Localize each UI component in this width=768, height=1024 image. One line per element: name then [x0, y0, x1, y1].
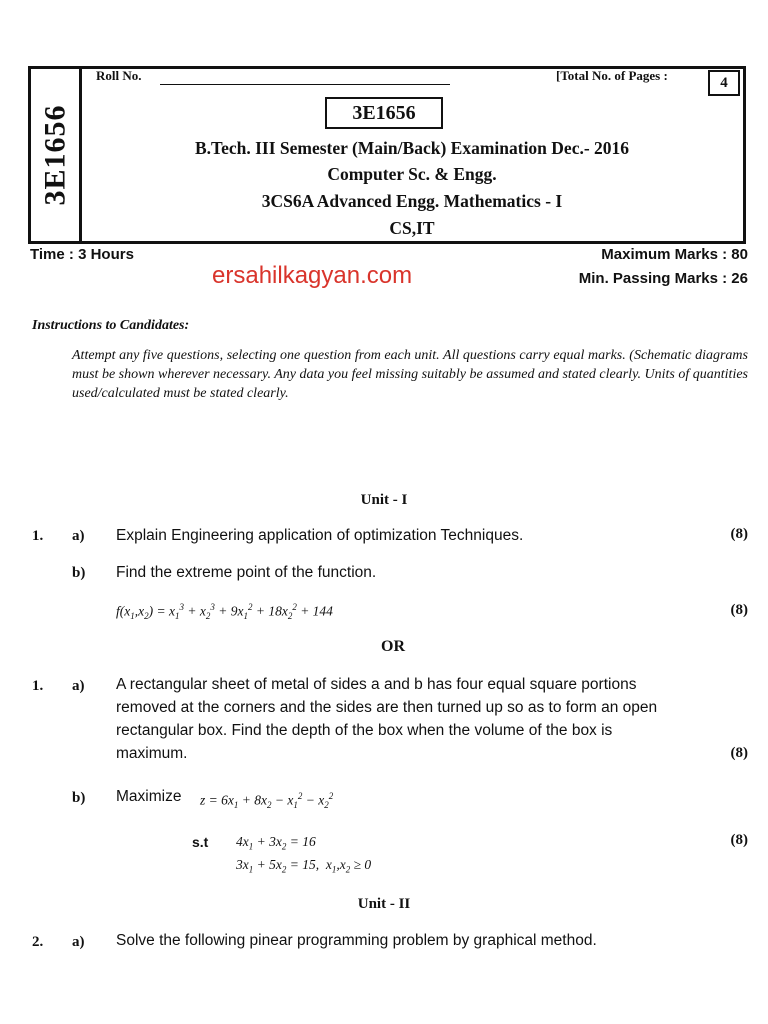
q2-number: 2. [32, 934, 44, 950]
q1-alt-a-line-2: removed at the corners and the sides are then turned up so as to form an open [116, 699, 658, 716]
instructions-heading: Instructions to Candidates: [32, 318, 190, 333]
q1b-label: b) [72, 565, 86, 581]
q1-number: 1. [32, 528, 44, 544]
q1-alt-number: 1. [32, 678, 44, 694]
q1-alt-a-line-4: maximum. [116, 745, 188, 762]
exam-title: B.Tech. III Semester (Main/Back) Examination Dec.- 2016 [194, 138, 630, 158]
q1b-marks: (8) [730, 602, 748, 618]
roll-no-line [160, 84, 450, 85]
q1-alt-a-marks: (8) [730, 745, 748, 761]
roll-no-label: Roll No. [96, 68, 142, 83]
unit-2-title: Unit - II [357, 896, 411, 912]
vertical-paper-code: 3E1656 [38, 104, 72, 206]
watermark-text: ersahilkagyan.com [212, 262, 413, 289]
q1a-text: Explain Engineering application of optimization Techniques. [116, 527, 524, 544]
subject-title: 3CS6A Advanced Engg. Mathematics - I [261, 191, 563, 211]
q1a-marks: (8) [730, 526, 748, 542]
unit-1-title: Unit - I [360, 492, 408, 508]
q2a-text: Solve the following pinear programming problem by graphical method. [116, 932, 597, 949]
branch-title: Computer Sc. & Engg. [327, 164, 497, 184]
q1-alt-b-text: Maximize [116, 788, 182, 805]
q1-alt-a-line-1: A rectangular sheet of metal of sides a and b has four equal square portions [116, 676, 637, 693]
vertical-code-panel [28, 66, 82, 244]
total-pages-value: 4 [708, 70, 740, 96]
q1-alt-b-constraint-2: $3x_1 + 5x_2 = 15$, $x_1,x_2 \ge 0$ [236, 857, 372, 875]
q1-alt-a-line-3: rectangular box. Find the depth of the box when the volume of the box is [116, 722, 613, 739]
q1-alt-b-constraint-1: $4x_1 + 3x_2 = 16$ [236, 834, 316, 852]
paper-code-box: 3E1656 [325, 97, 443, 129]
or-separator: OR [381, 638, 405, 655]
max-marks-label: Maximum Marks : 80 [601, 246, 748, 263]
min-marks-label: Min. Passing Marks : 26 [578, 270, 748, 287]
total-pages-label: [Total No. of Pages : [556, 68, 668, 83]
q2a-label: a) [72, 934, 85, 950]
q1-alt-b-marks: (8) [730, 832, 748, 848]
branches-title: CS,IT [389, 218, 435, 238]
q1a-label: a) [72, 528, 85, 544]
q1b-text: Find the extreme point of the function. [116, 564, 377, 581]
instructions-text: Attempt any five questions, selecting one question from each unit. All questions carry equal marks. (Schematic diagrams must be shown wherever necessary. Any data you feel missing suitably be assumed and stated clearly. Units of quantities used/calculated must be stated clearly. [72, 348, 748, 401]
q1-alt-b-st-label: s.t [192, 834, 209, 850]
q1-alt-b-objective: $z = 6x_1 + 8x_2 - x_1^2 - x_2^2$ [200, 791, 334, 811]
q1-alt-a-label: a) [72, 678, 85, 694]
q1-alt-b-label: b) [72, 790, 86, 806]
time-label: Time : 3 Hours [30, 246, 134, 263]
q1b-function: $f(x_1,x_2) = x_1^3 + x_2^3 + 9x_1^2 + 18x_2^2 + 144$ [116, 602, 333, 622]
